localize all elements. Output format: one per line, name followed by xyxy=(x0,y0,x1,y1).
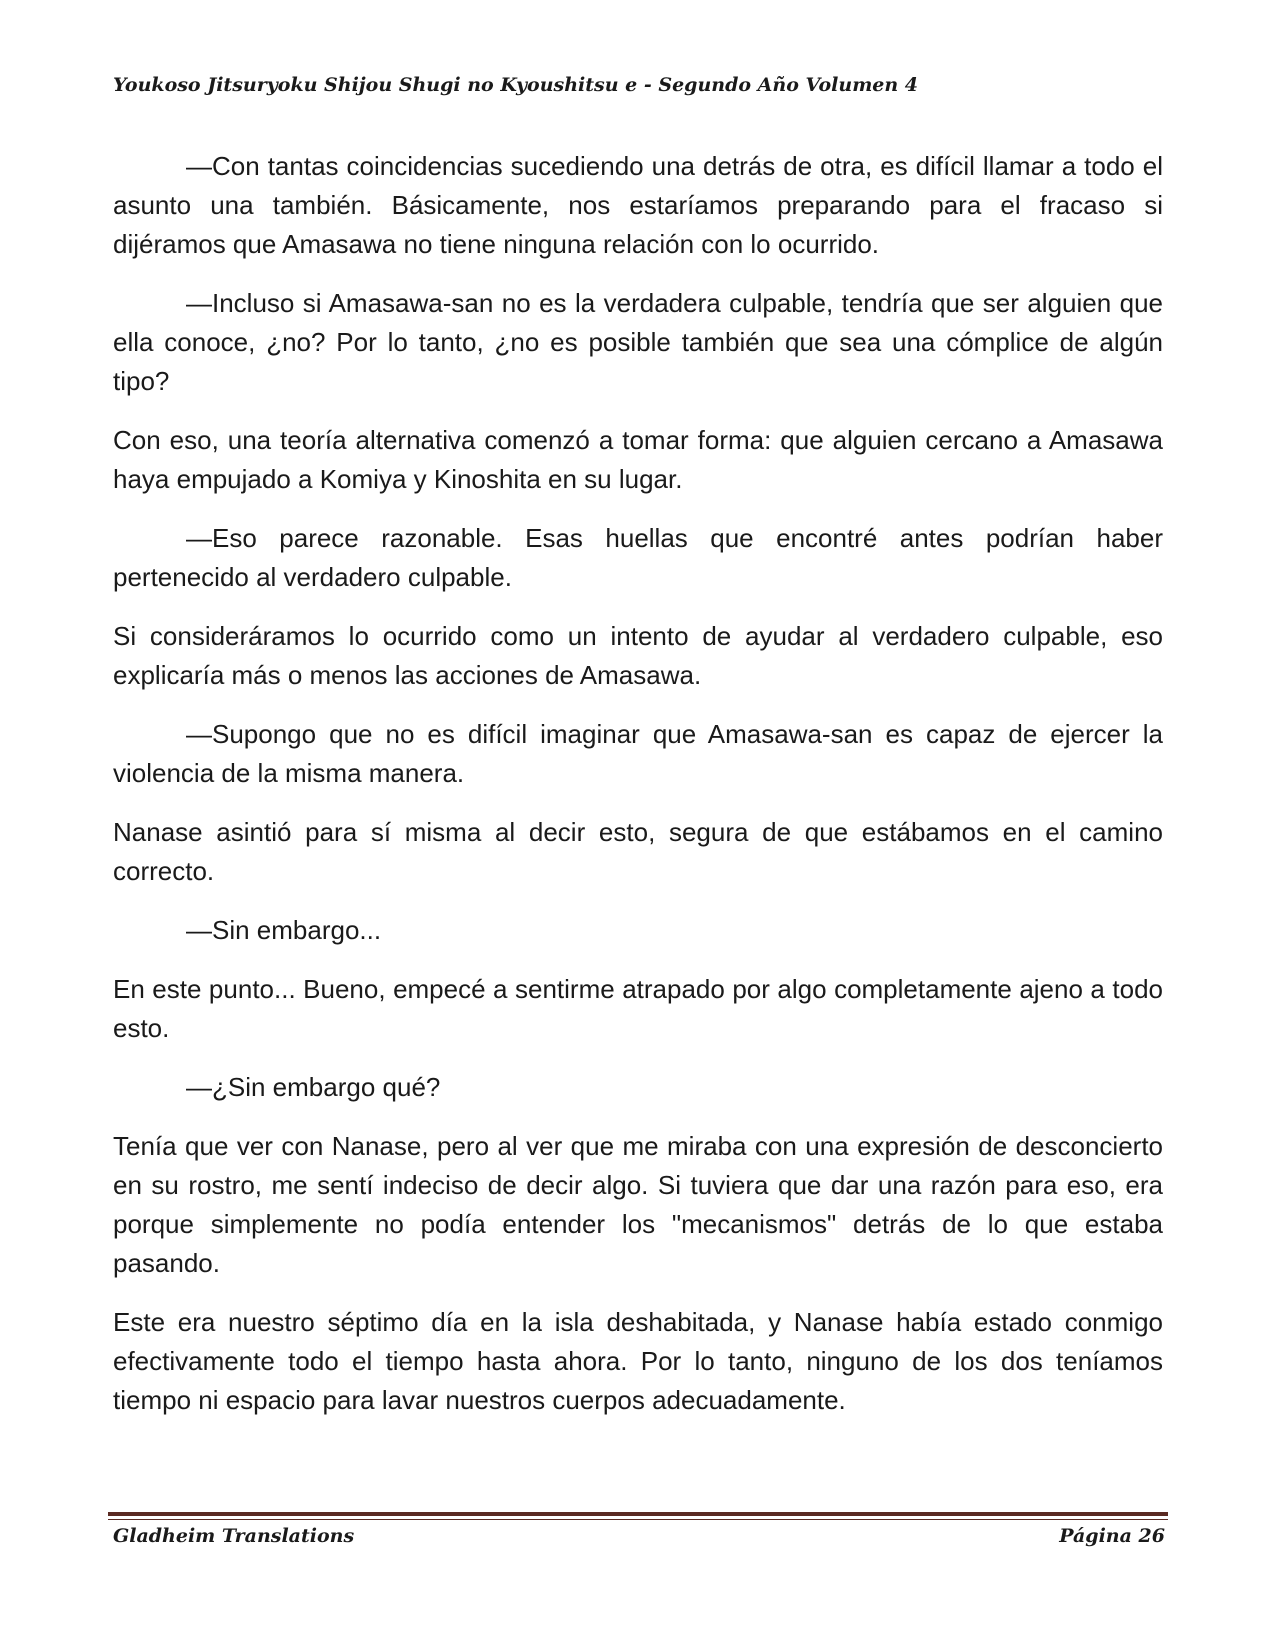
footer-rule xyxy=(108,1512,1168,1516)
body-text xyxy=(113,147,1163,1440)
paragraph: —¿Sin embargo qué? xyxy=(186,1072,441,1102)
paragraph: Si consideráramos lo ocurrido como un intento de ayudar al verdadero culpable, eso explicaría más o menos las acciones de Amasawa. xyxy=(113,621,1163,690)
paragraph: En este punto... Bueno, empecé a sentirme atrapado por algo completamente ajeno a todo esto. xyxy=(113,974,1163,1043)
footer-rule-thin xyxy=(108,1519,1168,1520)
paragraph: —Supongo que no es difícil imaginar que Amasawa-san es capaz de ejercer la violencia de la misma manera. xyxy=(113,719,1163,788)
page-number: Página 26 xyxy=(1059,1525,1165,1547)
paragraph: Con eso, una teoría alternativa comenzó a tomar forma: que alguien cercano a Amasawa haya empujado a Komiya y Kinoshita en su lugar. xyxy=(113,425,1163,494)
paragraph: —Con tantas coincidencias sucediendo una detrás de otra, es difícil llamar a todo el asunto una también. Básicamente, nos estaríamos preparando para el fracaso si dijéramos que Amasawa no tiene ninguna relación con lo ocurrido. xyxy=(113,151,1163,259)
paragraph: Nanase asintió para sí misma al decir esto, segura de que estábamos en el camino correcto. xyxy=(113,817,1163,886)
paragraph: Este era nuestro séptimo día en la isla deshabitada, y Nanase había estado conmigo efectivamente todo el tiempo hasta ahora. Por lo tanto, ninguno de los dos teníamos tiempo ni espacio para lavar nuestros cuerpos adecuadamente. xyxy=(113,1307,1163,1415)
running-header: Youkoso Jitsuryoku Shijou Shugi no Kyoushitsu e - Segundo Año Volumen 4 xyxy=(113,74,919,96)
paragraph: Tenía que ver con Nanase, pero al ver que me miraba con una expresión de desconcierto en su rostro, me sentí indeciso de decir algo. Si tuviera que dar una razón para eso, era porque simplemente no podía entender los "mecanismos" detrás de lo que estaba pasando. xyxy=(113,1131,1163,1278)
paragraph: —Sin embargo... xyxy=(186,915,382,945)
paragraph: —Incluso si Amasawa-san no es la verdadera culpable, tendría que ser alguien que ella conoce, ¿no? Por lo tanto, ¿no es posible también que sea una cómplice de algún tipo? xyxy=(113,288,1163,396)
footer-publisher: Gladheim Translations xyxy=(113,1525,355,1547)
paragraph: —Eso parece razonable. Esas huellas que encontré antes podrían haber pertenecido al verdadero culpable. xyxy=(113,523,1163,592)
